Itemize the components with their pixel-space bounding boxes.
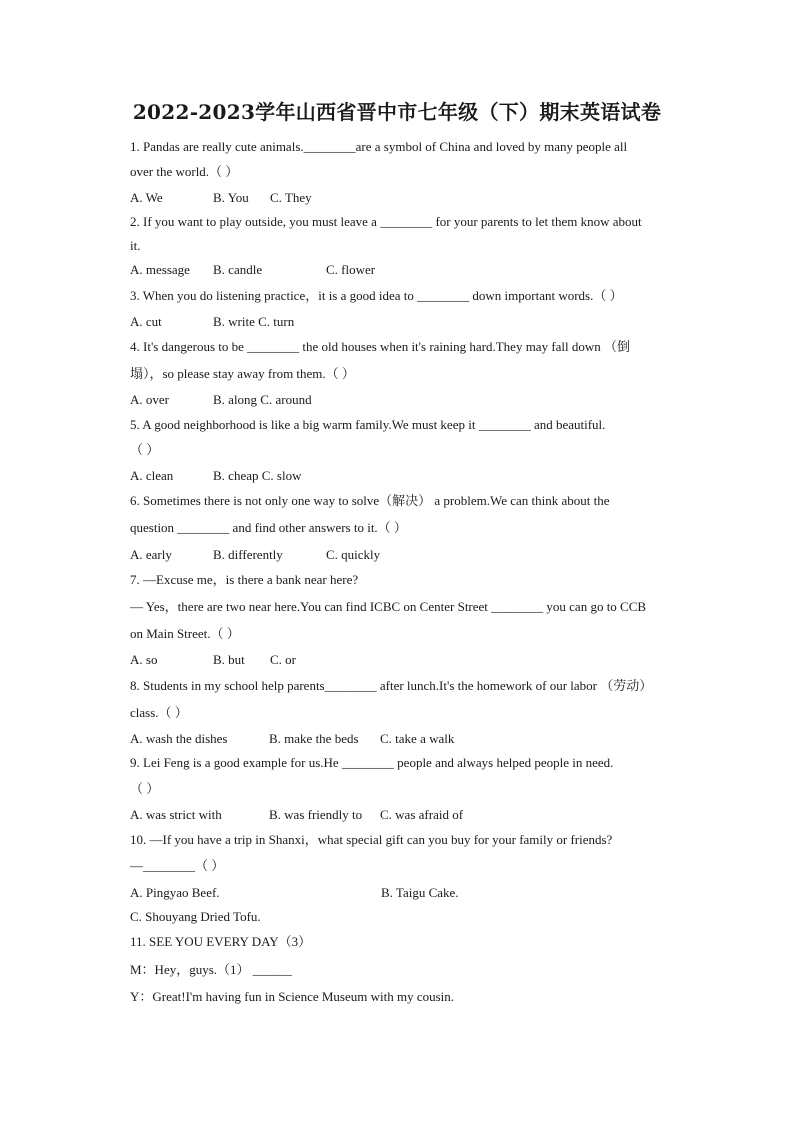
question-4-text: 4. It's dangerous to be ________ the old houses when it's raining hard.They may fall down （倒	[130, 339, 631, 354]
question-1-text: 1. Pandas are really cute animals.________are a symbol of China and loved by many people all	[130, 139, 628, 154]
option-b-c: B. cheap C. slow	[213, 468, 302, 483]
option-c: C. Shouyang Dried Tofu.	[130, 909, 261, 924]
option-a: A. so	[130, 652, 158, 667]
dialogue-line-m: M：Hey，guys.（1） ______	[130, 962, 292, 977]
option-a: A. message	[130, 262, 190, 277]
question-7-text: 7. —Excuse me，is there a bank near here?	[130, 572, 359, 587]
option-b: B. Taigu Cake.	[381, 885, 459, 900]
option-a: A. early	[130, 547, 172, 562]
question-9-text-cont: （ ）	[130, 781, 160, 796]
option-b: B. candle	[213, 262, 263, 277]
question-2-text: 2. If you want to play outside, you must leave a ________ for your parents to let them know about	[130, 214, 642, 229]
question-8-text: 8. Students in my school help parents________ after lunch.It's the homework of our labor （劳动）	[130, 678, 653, 693]
option-b: B. You	[213, 190, 249, 205]
option-a: A. wash the dishes	[130, 731, 228, 746]
option-a: A. over	[130, 392, 169, 407]
option-b: B. make the beds	[269, 731, 359, 746]
option-a: A. clean	[130, 468, 174, 483]
question-2-text-cont: it.	[130, 238, 141, 253]
option-c: C. take a walk	[380, 731, 455, 746]
option-a: A. cut	[130, 314, 162, 329]
option-c: C. was afraid of	[380, 807, 464, 822]
question-11-heading: 11. SEE YOU EVERY DAY（3）	[130, 934, 312, 949]
option-b: B. was friendly to	[269, 807, 363, 822]
question-4-text-cont: 塌），so please stay away from them.（ ）	[130, 366, 355, 381]
option-b-c: B. write C. turn	[213, 314, 295, 329]
question-1-text-cont: over the world.（ ）	[130, 164, 239, 179]
option-a: A. was strict with	[130, 807, 222, 822]
question-9-text: 9. Lei Feng is a good example for us.He ________ people and always helped people in need.	[130, 755, 614, 770]
question-5-text-cont: （ ）	[130, 442, 160, 457]
option-b: B. differently	[213, 547, 283, 562]
question-10-text: 10. —If you have a trip in Shanxi，what special gift can you buy for your family or friends?	[130, 832, 613, 847]
option-c: C. quickly	[326, 547, 381, 562]
option-a: A. We	[130, 190, 163, 205]
question-3-text: 3. When you do listening practice，it is a good idea to ________ down important words.（ ）	[130, 288, 623, 303]
option-a: A. Pingyao Beef.	[130, 885, 220, 900]
option-c: C. or	[270, 652, 296, 667]
dialogue-line-y: Y：Great!I'm having fun in Science Museum with my cousin.	[130, 989, 455, 1004]
question-6-text: 6. Sometimes there is not only one way to solve（解决） a problem.We can think about the	[130, 493, 610, 508]
option-c: C. They	[270, 190, 312, 205]
question-7-text-cont: — Yes，there are two near here.You can find ICBC on Center Street ________ you can go to CCB	[130, 599, 647, 614]
question-10-text-cont: —________（ ）	[130, 858, 225, 873]
page-title: 2022-2023学年山西省晋中市七年级（下）期末英语试卷	[132, 100, 662, 124]
question-7-text-cont2: on Main Street.（ ）	[130, 626, 240, 641]
option-b-c: B. along C. around	[213, 392, 312, 407]
option-b: B. but	[213, 652, 245, 667]
question-6-text-cont: question ________ and find other answers to it.（ ）	[130, 520, 407, 535]
option-c: C. flower	[326, 262, 376, 277]
question-8-text-cont: class.（ ）	[130, 705, 188, 720]
question-5-text: 5. A good neighborhood is like a big warm family.We must keep it ________ and beautiful.	[130, 417, 606, 432]
